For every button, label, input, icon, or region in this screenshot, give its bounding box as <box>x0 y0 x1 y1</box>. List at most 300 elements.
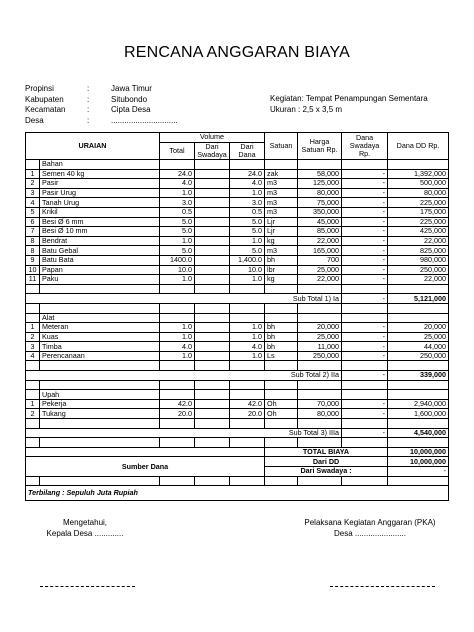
empty-cell <box>160 438 195 448</box>
volume-swadaya <box>195 236 230 246</box>
row-number: 11 <box>26 275 40 285</box>
empty-cell <box>195 313 230 323</box>
kepala-desa-text: Kepala Desa ............. <box>46 529 124 538</box>
unit: Oh <box>265 409 298 419</box>
volume-dana: 0.5 <box>230 207 265 217</box>
subtotal-row <box>26 428 449 438</box>
activity-info <box>270 94 428 115</box>
volume-swadaya <box>195 409 230 419</box>
row-number: 4 <box>26 198 40 208</box>
swadaya-amount: - <box>342 332 388 342</box>
subtotal-swadaya: - <box>342 371 388 381</box>
swadaya-amount: - <box>342 351 388 361</box>
unit-price: 20,000 <box>298 323 342 333</box>
item-name: Tukang <box>40 409 160 419</box>
volume-total: 4.0 <box>160 342 195 352</box>
volume-swadaya <box>195 265 230 275</box>
empty-cell <box>388 390 449 400</box>
row-number: 1 <box>26 399 40 409</box>
dd-amount: 80,000 <box>388 188 449 198</box>
empty-cell <box>195 390 230 400</box>
empty-cell <box>388 313 449 323</box>
table-row <box>26 265 449 275</box>
header-dari-dana: Dari Dana <box>230 142 265 159</box>
empty-cell <box>265 303 298 313</box>
unit: m3 <box>265 188 298 198</box>
unit-price: 125,000 <box>298 179 342 189</box>
empty-cell <box>265 284 298 294</box>
empty-cell <box>40 361 160 371</box>
table-row <box>26 399 449 409</box>
unit-price: 700 <box>298 255 342 265</box>
unit-price: 250,000 <box>298 351 342 361</box>
empty-cell <box>160 361 195 371</box>
unit-price: 25,000 <box>298 265 342 275</box>
unit-price: 22,000 <box>298 275 342 285</box>
header-dari-swadaya: Dari Swadaya <box>195 142 230 159</box>
table-row <box>26 323 449 333</box>
empty-cell <box>265 476 298 486</box>
unit-price: 45,000 <box>298 217 342 227</box>
empty-cell <box>388 284 449 294</box>
desa-sign-text: Desa ....................... <box>333 529 407 538</box>
empty-cell <box>298 361 342 371</box>
budget-table <box>25 132 449 501</box>
empty-cell <box>40 438 160 448</box>
empty-cell <box>160 303 195 313</box>
unit: bh <box>265 342 298 352</box>
empty-cell <box>230 438 265 448</box>
volume-total: 24.0 <box>160 169 195 179</box>
volume-total: 20.0 <box>160 409 195 419</box>
empty-cell <box>160 380 195 390</box>
unit-price: 80,000 <box>298 188 342 198</box>
volume-total: 1.0 <box>160 275 195 285</box>
row-number: 10 <box>26 265 40 275</box>
empty-cell <box>298 313 342 323</box>
volume-swadaya <box>195 217 230 227</box>
swadaya-amount: - <box>342 246 388 256</box>
location-info <box>25 84 178 126</box>
row-number: 7 <box>26 227 40 237</box>
swadaya-amount: - <box>342 169 388 179</box>
volume-dana: 1,400.0 <box>230 255 265 265</box>
empty-cell <box>160 476 195 486</box>
section-header-row <box>26 390 449 400</box>
empty-cell <box>230 476 265 486</box>
volume-swadaya <box>195 169 230 179</box>
kegiatan-text: Kegiatan: Tempat Penampungan Sementara <box>270 94 428 103</box>
total-row <box>26 447 449 457</box>
empty-cell <box>195 438 230 448</box>
dd-amount: 980,000 <box>388 255 449 265</box>
volume-swadaya <box>195 227 230 237</box>
dari-swadaya-label: Dari Swadaya : <box>265 467 388 477</box>
signature-line-left <box>40 586 135 587</box>
colon: : <box>87 115 90 125</box>
table-row <box>26 409 449 419</box>
volume-swadaya <box>195 323 230 333</box>
volume-total: 5.0 <box>160 227 195 237</box>
volume-swadaya <box>195 342 230 352</box>
empty-cell <box>265 361 298 371</box>
item-name: Meteran <box>40 323 160 333</box>
table-row <box>26 227 449 237</box>
unit-price: 85,000 <box>298 227 342 237</box>
empty-cell <box>40 380 160 390</box>
empty-cell <box>298 476 342 486</box>
swadaya-amount: - <box>342 275 388 285</box>
table-row <box>26 275 449 285</box>
volume-swadaya <box>195 255 230 265</box>
volume-dana: 5.0 <box>230 217 265 227</box>
volume-total: 10.0 <box>160 265 195 275</box>
row-number: 9 <box>26 255 40 265</box>
row-number: 4 <box>26 351 40 361</box>
empty-cell <box>342 303 388 313</box>
empty-cell <box>388 476 449 486</box>
empty-cell <box>342 284 388 294</box>
unit: Ljr <box>265 217 298 227</box>
desa-label: Desa <box>25 115 44 125</box>
subtotal-row <box>26 294 449 304</box>
row-number: 2 <box>26 179 40 189</box>
row-number: 8 <box>26 236 40 246</box>
volume-dana: 1.0 <box>230 332 265 342</box>
table-row <box>26 246 449 256</box>
row-number: 3 <box>26 342 40 352</box>
volume-dana: 5.0 <box>230 246 265 256</box>
swadaya-amount: - <box>342 409 388 419</box>
spacer-row <box>26 419 449 429</box>
item-name: Besi Ø 10 mm <box>40 227 160 237</box>
empty-cell <box>230 361 265 371</box>
volume-dana: 4.0 <box>230 179 265 189</box>
empty-cell <box>342 438 388 448</box>
swadaya-amount: - <box>342 236 388 246</box>
table-row <box>26 169 449 179</box>
unit-price: 58,000 <box>298 169 342 179</box>
empty-cell <box>388 303 449 313</box>
swadaya-amount: - <box>342 207 388 217</box>
unit: bh <box>265 255 298 265</box>
row-number: 2 <box>26 332 40 342</box>
subtotal-swadaya: - <box>342 428 388 438</box>
empty-cell <box>265 419 298 429</box>
empty-cell <box>195 380 230 390</box>
header-dana-swadaya: Dana Swadaya Rp. <box>342 133 388 160</box>
subtotal-dd: 339,000 <box>388 371 449 381</box>
table-row <box>26 255 449 265</box>
volume-total: 1.0 <box>160 188 195 198</box>
total-value: 10,000,000 <box>388 447 449 457</box>
volume-dana: 4.0 <box>230 342 265 352</box>
dd-amount: 2,940,000 <box>388 399 449 409</box>
subtotal-label: Sub Total 2) IIa <box>26 371 342 381</box>
unit-price: 165,000 <box>298 246 342 256</box>
section-title: Upah <box>40 390 160 400</box>
unit: kg <box>265 275 298 285</box>
subtotal-swadaya: - <box>342 294 388 304</box>
subtotal-label: Sub Total 1) Ia <box>26 294 342 304</box>
volume-total: 5.0 <box>160 217 195 227</box>
volume-dana: 10.0 <box>230 265 265 275</box>
dd-amount: 225,000 <box>388 217 449 227</box>
empty-cell <box>230 419 265 429</box>
empty-cell <box>298 419 342 429</box>
empty-cell <box>40 303 160 313</box>
unit-price: 70,000 <box>298 399 342 409</box>
empty-cell <box>195 303 230 313</box>
unit-price: 350,000 <box>298 207 342 217</box>
empty-cell <box>298 438 342 448</box>
empty-cell <box>342 380 388 390</box>
total-label: TOTAL BIAYA <box>265 447 388 457</box>
item-name: Pasir Urug <box>40 188 160 198</box>
unit-price: 11,000 <box>298 342 342 352</box>
empty-cell <box>298 380 342 390</box>
empty-cell <box>40 284 160 294</box>
section-header-row <box>26 313 449 323</box>
swadaya-amount: - <box>342 399 388 409</box>
empty-cell <box>230 380 265 390</box>
empty-cell <box>388 380 449 390</box>
empty-cell <box>195 419 230 429</box>
empty-cell <box>388 419 449 429</box>
unit: m3 <box>265 246 298 256</box>
volume-dana: 42.0 <box>230 399 265 409</box>
spacer-row <box>26 284 449 294</box>
volume-total: 5.0 <box>160 246 195 256</box>
empty-cell <box>230 160 265 170</box>
dd-amount: 1,600,000 <box>388 409 449 419</box>
row-number: 2 <box>26 409 40 419</box>
dari-swadaya-value: - <box>388 467 449 477</box>
volume-swadaya <box>195 179 230 189</box>
dd-amount: 44,000 <box>388 342 449 352</box>
sumber-dana-label: Sumber Dana <box>26 457 265 476</box>
empty-cell <box>195 476 230 486</box>
empty-cell <box>342 313 388 323</box>
mengetahui-text: Mengetahui, <box>62 518 108 527</box>
swadaya-amount: - <box>342 255 388 265</box>
volume-total: 4.0 <box>160 179 195 189</box>
empty-cell <box>160 390 195 400</box>
spacer-row <box>26 361 449 371</box>
empty-cell <box>388 438 449 448</box>
empty-cell <box>160 284 195 294</box>
table-row <box>26 342 449 352</box>
empty-cell <box>26 447 265 457</box>
empty-cell <box>265 313 298 323</box>
header-total: Total <box>160 142 195 159</box>
unit: kg <box>265 236 298 246</box>
empty-cell <box>265 438 298 448</box>
empty-cell <box>388 160 449 170</box>
header-uraian: URAIAN <box>26 133 160 160</box>
empty-cell <box>40 476 160 486</box>
item-name: Krikil <box>40 207 160 217</box>
empty-cell <box>26 284 40 294</box>
item-name: Perencanaan <box>40 351 160 361</box>
table-row <box>26 217 449 227</box>
dd-amount: 20,000 <box>388 323 449 333</box>
empty-cell <box>26 361 40 371</box>
empty-cell <box>298 284 342 294</box>
empty-cell <box>160 313 195 323</box>
volume-total: 1.0 <box>160 351 195 361</box>
kabupaten-label: Kabupaten <box>25 94 64 104</box>
swadaya-amount: - <box>342 188 388 198</box>
terbilang-row <box>26 486 449 501</box>
volume-total: 0.5 <box>160 207 195 217</box>
volume-swadaya <box>195 188 230 198</box>
dd-amount: 250,000 <box>388 351 449 361</box>
signature-left <box>40 517 130 539</box>
dd-amount: 22,000 <box>388 236 449 246</box>
unit: Oh <box>265 399 298 409</box>
empty-cell <box>40 419 160 429</box>
row-number: 1 <box>26 169 40 179</box>
terbilang-text: Terbilang : Sepuluh Juta Rupiah <box>26 486 449 501</box>
spacer-row <box>26 476 449 486</box>
item-name: Papan <box>40 265 160 275</box>
propinsi-label: Propinsi <box>25 84 54 93</box>
volume-total: 3.0 <box>160 198 195 208</box>
swadaya-amount: - <box>342 179 388 189</box>
kecamatan-value: Cipta Desa <box>111 105 151 114</box>
row-number: 1 <box>26 323 40 333</box>
signature-line-right <box>330 586 435 587</box>
dd-amount: 500,000 <box>388 179 449 189</box>
empty-cell <box>230 284 265 294</box>
empty-cell <box>160 160 195 170</box>
empty-cell <box>265 390 298 400</box>
table-row <box>26 351 449 361</box>
subtotal-row <box>26 371 449 381</box>
dari-dd-value: 10,000,000 <box>388 457 449 467</box>
header-harga-satuan: Harga Satuan Rp. <box>298 133 342 160</box>
volume-swadaya <box>195 207 230 217</box>
pelaksana-text: Pelaksana Kegiatan Anggaran (PKA) <box>304 518 436 527</box>
empty-cell <box>342 476 388 486</box>
unit: m3 <box>265 198 298 208</box>
colon: : <box>87 84 90 93</box>
empty-cell <box>26 303 40 313</box>
kabupaten-value: Situbondo <box>111 94 148 104</box>
empty-cell <box>342 361 388 371</box>
dd-amount: 175,000 <box>388 207 449 217</box>
dd-amount: 825,000 <box>388 246 449 256</box>
unit: bh <box>265 323 298 333</box>
empty-cell <box>26 390 40 400</box>
unit: lbr <box>265 265 298 275</box>
swadaya-amount: - <box>342 265 388 275</box>
empty-cell <box>26 476 40 486</box>
dari-dd-row <box>26 457 449 467</box>
item-name: Besi Ø 6 mm <box>40 217 160 227</box>
empty-cell <box>230 390 265 400</box>
volume-swadaya <box>195 275 230 285</box>
empty-cell <box>26 438 40 448</box>
item-name: Kuas <box>40 332 160 342</box>
unit: Ls <box>265 351 298 361</box>
row-number: 6 <box>26 217 40 227</box>
propinsi-value: Jawa Timur <box>111 84 152 93</box>
spacer-row <box>26 438 449 448</box>
section-title: Alat <box>40 313 160 323</box>
empty-cell <box>26 313 40 323</box>
volume-total: 1.0 <box>160 236 195 246</box>
item-name: Bendrat <box>40 236 160 246</box>
swadaya-amount: - <box>342 227 388 237</box>
row-number: 5 <box>26 207 40 217</box>
header-volume: Volume <box>160 133 265 143</box>
item-name: Timba <box>40 342 160 352</box>
volume-dana: 1.0 <box>230 275 265 285</box>
empty-cell <box>265 380 298 390</box>
volume-dana: 5.0 <box>230 227 265 237</box>
empty-cell <box>230 303 265 313</box>
unit: Ljr <box>265 227 298 237</box>
volume-dana: 20.0 <box>230 409 265 419</box>
volume-total: 1.0 <box>160 332 195 342</box>
item-name: Pasir <box>40 179 160 189</box>
unit-price: 80,000 <box>298 409 342 419</box>
table-row <box>26 188 449 198</box>
volume-total: 1400.0 <box>160 255 195 265</box>
unit-price: 25,000 <box>298 332 342 342</box>
document-title: RENCANA ANGGARAN BIAYA <box>123 44 351 61</box>
empty-cell <box>230 313 265 323</box>
colon: : <box>87 105 90 114</box>
empty-cell <box>342 160 388 170</box>
unit: m3 <box>265 207 298 217</box>
ukuran-text: Ukuran : 2,5 x 3,5 m <box>270 104 343 114</box>
empty-cell <box>298 160 342 170</box>
unit: zak <box>265 169 298 179</box>
item-name: Pekerja <box>40 399 160 409</box>
volume-total: 1.0 <box>160 323 195 333</box>
empty-cell <box>298 390 342 400</box>
volume-dana: 1.0 <box>230 323 265 333</box>
desa-value: .............................. <box>111 115 178 125</box>
spacer-row <box>26 380 449 390</box>
volume-dana: 1.0 <box>230 351 265 361</box>
volume-dana: 1.0 <box>230 188 265 198</box>
subtotal-dd: 4,540,000 <box>388 428 449 438</box>
volume-swadaya <box>195 351 230 361</box>
dd-amount: 225,000 <box>388 198 449 208</box>
unit-price: 22,000 <box>298 236 342 246</box>
empty-cell <box>195 284 230 294</box>
table-row <box>26 198 449 208</box>
empty-cell <box>265 160 298 170</box>
item-name: Batu Bata <box>40 255 160 265</box>
swadaya-amount: - <box>342 342 388 352</box>
empty-cell <box>342 419 388 429</box>
dd-amount: 425,000 <box>388 227 449 237</box>
item-name: Semen 40 kg <box>40 169 160 179</box>
volume-swadaya <box>195 198 230 208</box>
signature-right <box>300 517 440 539</box>
table-row <box>26 207 449 217</box>
volume-dana: 3.0 <box>230 198 265 208</box>
empty-cell <box>342 390 388 400</box>
row-number: 8 <box>26 246 40 256</box>
section-header-row <box>26 160 449 170</box>
volume-swadaya <box>195 246 230 256</box>
